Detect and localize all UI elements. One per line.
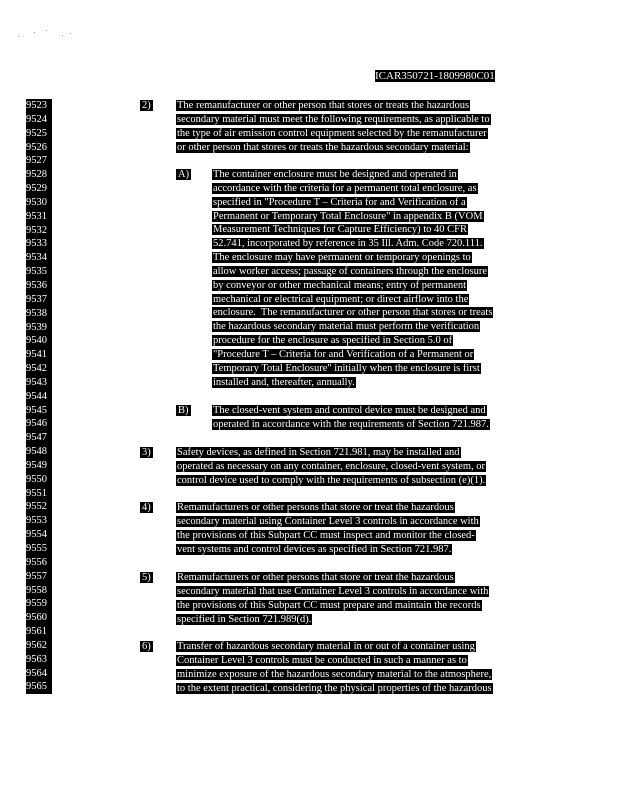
text-line: specified in "Procedure T – Criteria for and Verification of a <box>213 196 466 208</box>
item-marker <box>176 168 191 182</box>
paragraph-item-a <box>212 168 493 390</box>
text-line: operated in accordance with the requirements of Section 721.987. <box>213 418 489 430</box>
item-marker <box>140 446 153 460</box>
paragraph-item-2 <box>176 99 491 154</box>
line-number-column <box>26 99 52 694</box>
text-line: Permanent or Temporary Total Enclosure" in appendix B (VOM <box>213 210 483 222</box>
line-number: 9532 <box>26 224 52 238</box>
line-number: 9523 <box>26 99 52 113</box>
document-code <box>375 70 495 83</box>
line-number: 9550 <box>26 473 52 487</box>
text-line: Container Level 3 controls must be conducted in such a manner as to <box>177 654 467 666</box>
line-number: 9526 <box>26 141 52 155</box>
line-number: 9552 <box>26 500 52 514</box>
line-number: 9562 <box>26 639 52 653</box>
item-marker-text: 2) <box>142 100 151 111</box>
line-number: 9554 <box>26 528 52 542</box>
item-marker-text: 5) <box>142 572 151 583</box>
line-number: 9564 <box>26 667 52 681</box>
line-number: 9563 <box>26 653 52 667</box>
line-number: 9539 <box>26 321 52 335</box>
text-line: The remanufacturer or other person that stores or treats the hazardous <box>177 100 470 111</box>
item-marker-text: 4) <box>142 502 151 513</box>
paragraph-item-6 <box>176 640 493 695</box>
line-number: 9536 <box>26 279 52 293</box>
line-number: 9560 <box>26 611 52 625</box>
line-number: 9527 <box>26 154 52 168</box>
item-marker <box>176 404 191 418</box>
text-line: to the extent practical, considering the physical properties of the hazardous <box>177 682 492 694</box>
line-number: 9540 <box>26 334 52 348</box>
line-number: 9537 <box>26 293 52 307</box>
line-number: 9543 <box>26 376 52 390</box>
text-line: specified in Section 721.989(d). <box>177 613 312 625</box>
line-number: 9546 <box>26 417 52 431</box>
text-line: operated as necessary on any container, enclosure, closed-vent system, or <box>177 460 486 472</box>
item-marker-text: B) <box>178 405 189 416</box>
line-number: 9547 <box>26 431 52 445</box>
item-marker-text: 3) <box>142 447 151 458</box>
line-number: 9561 <box>26 625 52 639</box>
text-line: allow worker access; passage of containers through the enclosure <box>213 265 488 277</box>
line-number: 9555 <box>26 542 52 556</box>
line-number: 9541 <box>26 348 52 362</box>
text-line: "Procedure T – Criteria for and Verification of a Permanent or <box>213 348 474 360</box>
line-number: 9548 <box>26 445 52 459</box>
paragraph-item-b <box>212 404 490 432</box>
text-line: The closed-vent system and control device must be designed and <box>213 405 486 416</box>
item-marker <box>140 99 153 113</box>
text-line: the provisions of this Subpart CC must prepare and maintain the records <box>177 599 481 611</box>
text-line: The container enclosure must be designed and operated in <box>213 169 457 180</box>
line-number: 9558 <box>26 584 52 598</box>
text-line: accordance with the criteria for a permanent total enclosure, as <box>213 182 477 194</box>
text-line: secondary material must meet the following requirements, as applicable to <box>177 113 490 125</box>
text-line: the type of air emission control equipment selected by the remanufacturer <box>177 127 487 139</box>
text-line: Transfer of hazardous secondary material in or out of a container using <box>177 641 475 652</box>
text-line: secondary material that use Container Level 3 controls in accordance with <box>177 585 489 597</box>
line-number: 9542 <box>26 362 52 376</box>
line-number: 9530 <box>26 196 52 210</box>
line-number: 9545 <box>26 404 52 418</box>
text-line: Remanufacturers or other persons that store or treat the hazardous <box>177 572 454 583</box>
text-line: secondary material using Container Level 3 controls in accordance with <box>177 515 479 527</box>
text-line: Remanufacturers or other persons that store or treat the hazardous <box>177 502 454 513</box>
line-number: 9556 <box>26 556 52 570</box>
text-line: by conveyor or other mechanical means; entry of permanent <box>213 279 467 291</box>
paragraph-item-5 <box>176 571 489 626</box>
text-line: or other person that stores or treats the hazardous secondary material: <box>177 141 469 153</box>
item-marker <box>140 501 153 515</box>
line-number: 9544 <box>26 390 52 404</box>
text-line: the provisions of this Subpart CC must inspect and monitor the closed- <box>177 529 475 541</box>
line-number: 9538 <box>26 307 52 321</box>
line-number: 9559 <box>26 597 52 611</box>
item-marker <box>140 640 153 654</box>
line-number: 9528 <box>26 168 52 182</box>
text-line: the hazardous secondary material must perform the verification <box>213 321 480 333</box>
line-number: 9557 <box>26 570 52 584</box>
text-line: procedure for the enclosure as specified in Section 5.0 of <box>213 335 453 347</box>
text-line: Temporary Total Enclosure" initially when the enclosure is first <box>213 362 480 374</box>
line-number: 9525 <box>26 127 52 141</box>
text-line: enclosure. The remanufacturer or other person that stores or treats <box>213 307 493 319</box>
line-number: 9534 <box>26 251 52 265</box>
text-line: 52.741, incorporated by reference in 35 Ill. Adm. Code 720.111. <box>213 238 483 250</box>
paragraph-item-4 <box>176 501 480 556</box>
text-line: mechanical or electrical equipment; or direct airflow into the <box>213 293 469 305</box>
text-line: control device used to comply with the requirements of subsection (e)(1). <box>177 474 486 486</box>
item-marker <box>140 571 153 585</box>
text-line: vent systems and control devices as specified in Section 721.987. <box>177 543 452 555</box>
line-number: 9529 <box>26 182 52 196</box>
line-number: 9533 <box>26 237 52 251</box>
line-number: 9553 <box>26 514 52 528</box>
text-line: minimize exposure of the hazardous secondary material to the atmosphere, <box>177 668 492 680</box>
item-marker-text: 6) <box>142 641 151 652</box>
text-line: Safety devices, as defined in Section 721.981, may be installed and <box>177 447 460 458</box>
paragraph-item-3 <box>176 446 486 488</box>
item-marker-text: A) <box>178 169 190 180</box>
document-code-text: ICAR350721-1809980C01 <box>375 70 495 82</box>
line-number: 9565 <box>26 680 52 694</box>
text-line: Measurement Techniques for Capture Efficiency) to 40 CFR <box>213 224 468 236</box>
line-number: 9524 <box>26 113 52 127</box>
line-number: 9549 <box>26 459 52 473</box>
text-line: The enclosure may have permanent or temporary openings to <box>213 252 471 264</box>
text-line: installed and, thereafter, annually. <box>213 376 355 388</box>
line-number: 9531 <box>26 210 52 224</box>
line-number: 9535 <box>26 265 52 279</box>
line-number: 9551 <box>26 487 52 501</box>
scan-specks <box>18 30 78 40</box>
